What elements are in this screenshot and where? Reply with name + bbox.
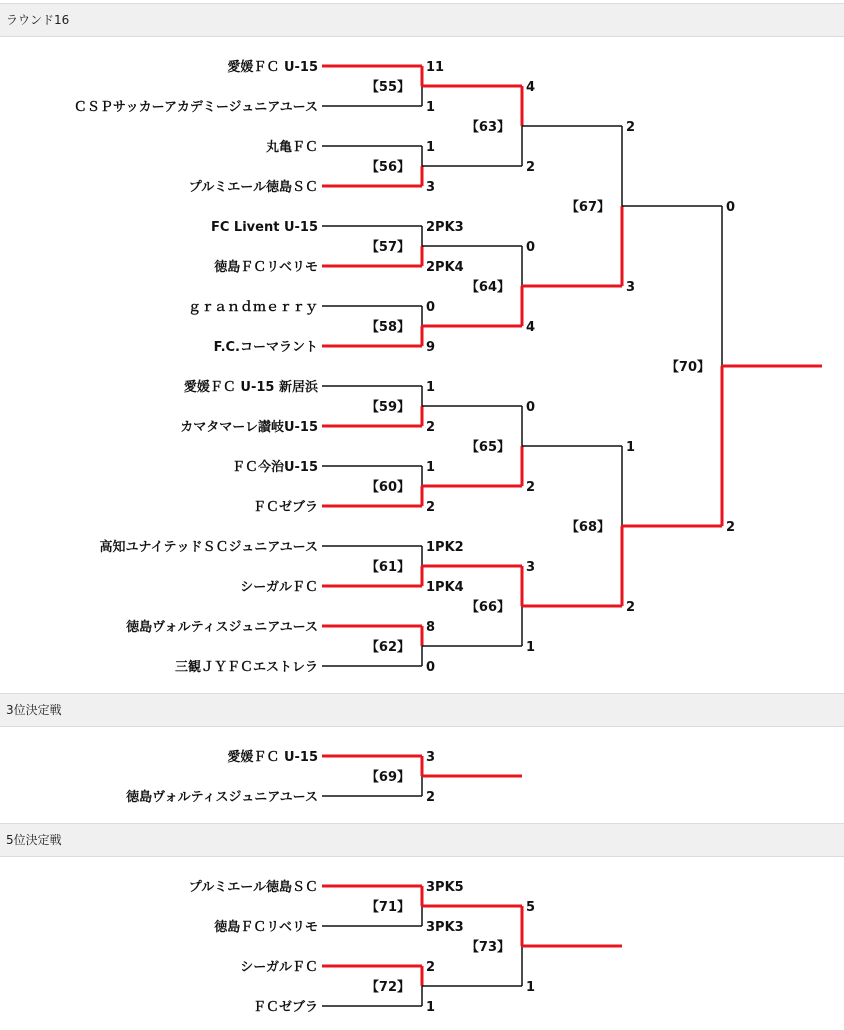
bracket-round16 (0, 40, 844, 690)
team-name: プルミエール徳島ＳＣ (188, 880, 318, 895)
score-top: 1 (426, 460, 436, 475)
score-bottom: 1PK4 (426, 580, 464, 595)
score-bottom: 1 (526, 640, 536, 655)
team-name: 三観ＪＹＦＣエストレラ (174, 660, 318, 675)
score-bottom: 2 (426, 500, 436, 515)
score-top: 3PK5 (426, 880, 464, 895)
match-label: 【73】 (465, 940, 510, 955)
match-label: 【70】 (665, 360, 710, 375)
team-name: プルミエール徳島ＳＣ (188, 180, 318, 195)
score-top: 11 (426, 60, 445, 75)
match-label: 【60】 (365, 480, 410, 495)
score-top: 0 (526, 400, 536, 415)
team-name: ｇｒａｎｄｍｅｒｒｙ (187, 300, 318, 315)
score-bottom: 1 (426, 100, 436, 115)
match-label: 【67】 (565, 200, 610, 215)
match-label: 【56】 (365, 160, 410, 175)
match-label: 【64】 (465, 280, 510, 295)
score-bottom: 0 (426, 660, 436, 675)
score-top: 5 (526, 900, 536, 915)
score-top: 1PK2 (426, 540, 464, 555)
team-name: 徳島ＦＣリベリモ (214, 920, 318, 935)
team-name: 丸亀ＦＣ (265, 140, 318, 155)
score-bottom: 2PK4 (426, 260, 464, 275)
score-top: 2PK3 (426, 220, 464, 235)
bracket-third-place (0, 730, 844, 820)
score-bottom: 1 (526, 980, 536, 995)
team-name: 愛媛ＦＣ U-15 新居浜 (183, 380, 318, 395)
team-name: ＦＣゼブラ (252, 1000, 318, 1015)
score-bottom: 3 (626, 280, 636, 295)
score-top: 8 (426, 620, 436, 635)
score-bottom: 3 (426, 180, 436, 195)
score-bottom: 4 (526, 320, 536, 335)
team-name: カマタマーレ讃岐U-15 (180, 420, 318, 435)
score-top: 3 (426, 750, 436, 765)
score-top: 4 (526, 80, 536, 95)
section-header-third-place: 3位決定戦 (0, 693, 844, 727)
section-header-round16: ラウンド16 (0, 3, 844, 37)
score-top: 3 (526, 560, 536, 575)
team-name: ＦＣゼブラ (252, 500, 318, 515)
match-label: 【62】 (365, 640, 410, 655)
score-top: 0 (726, 200, 736, 215)
score-top: 1 (426, 380, 436, 395)
score-bottom: 2 (426, 420, 436, 435)
score-top: 2 (426, 960, 436, 975)
score-bottom: 2 (526, 160, 536, 175)
team-name: シーガルＦＣ (240, 960, 318, 975)
match-label: 【58】 (365, 320, 410, 335)
score-bottom: 2 (726, 520, 736, 535)
score-bottom: 9 (426, 340, 436, 355)
team-name: シーガルＦＣ (240, 580, 318, 595)
team-name: 高知ユナイテッドＳＣジュニアユース (99, 540, 318, 555)
team-name: 徳島ヴォルティスジュニアユース (126, 620, 318, 635)
match-label: 【71】 (365, 900, 410, 915)
team-name: 愛媛ＦＣ U-15 (227, 60, 318, 75)
match-label: 【61】 (365, 560, 410, 575)
team-name: ＦＣ今治U-15 (231, 460, 318, 475)
match-label: 【72】 (365, 980, 410, 995)
section-header-fifth-place: 5位決定戦 (0, 823, 844, 857)
score-top: 0 (426, 300, 436, 315)
match-label: 【55】 (365, 80, 410, 95)
score-top: 2 (626, 120, 636, 135)
score-top: 0 (526, 240, 536, 255)
team-name: 徳島ＦＣリベリモ (214, 260, 318, 275)
match-label: 【59】 (365, 400, 410, 415)
team-name: ＣＳＰサッカーアカデミージュニアユース (73, 100, 318, 115)
bracket-fifth-place (0, 860, 844, 1030)
match-label: 【69】 (365, 770, 410, 785)
score-bottom: 2 (426, 790, 436, 805)
match-label: 【65】 (465, 440, 510, 455)
score-bottom: 1 (426, 1000, 436, 1015)
score-bottom: 2 (526, 480, 536, 495)
match-label: 【68】 (565, 520, 610, 535)
team-name: F.C.コーマラント (213, 340, 318, 355)
score-top: 1 (426, 140, 436, 155)
match-label: 【63】 (465, 120, 510, 135)
team-name: FC Livent U-15 (210, 220, 318, 235)
team-name: 愛媛ＦＣ U-15 (227, 750, 318, 765)
score-top: 1 (626, 440, 636, 455)
score-bottom: 2 (626, 600, 636, 615)
match-label: 【57】 (365, 240, 410, 255)
score-bottom: 3PK3 (426, 920, 464, 935)
team-name: 徳島ヴォルティスジュニアユース (126, 790, 318, 805)
match-label: 【66】 (465, 600, 510, 615)
